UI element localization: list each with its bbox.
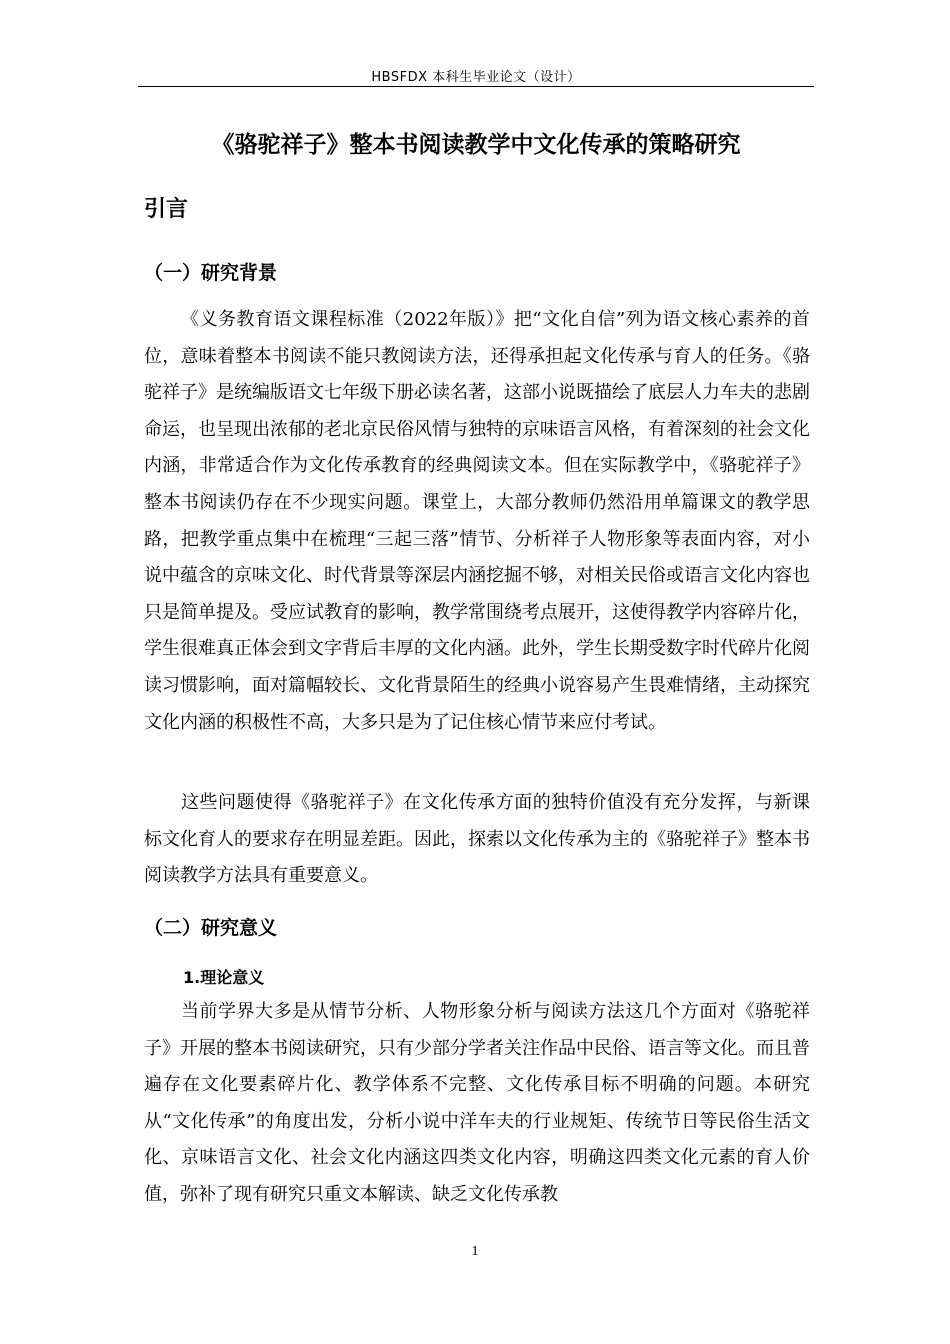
body-paragraph: 这些问题使得《骆驼祥子》在文化传承方面的独特价值没有充分发挥，与新课标文化育人的要求存在明显差距。因此，探索以文化传承为主的《骆驼祥子》整本书阅读教学方法具有重要意义。	[144, 792, 810, 887]
header-rule	[138, 86, 814, 87]
intro-heading: 引言	[144, 197, 189, 222]
subsection-heading-theory: 1.理论意义	[183, 968, 265, 987]
body-paragraph: 当前学界大多是从情节分析、人物形象分析与阅读方法这几个方面对《骆驼祥子》开展的整本书阅读研究，只有少部分学者关注作品中民俗、语言等文化。而且普遍存在文化要素碎片化、教学体系不完整、文化传承目标不明确的问题。本研究从“文化传承”的角度出发，分析小说中洋车夫的行业规矩、传统节日等民俗生活文化、京味语言文化、社会文化内涵这四类文化内容，明确这四类文化元素的育人价值，弥补了现有研究只重文本解读、缺乏文化传承教	[144, 1001, 810, 1205]
section-heading-background: （一）研究背景	[144, 262, 278, 284]
paper-title: 《骆驼祥子》整本书阅读教学中文化传承的策略研究	[211, 132, 741, 158]
section-heading-significance: （二）研究意义	[144, 917, 278, 939]
running-header: HBSFDX 本科生毕业论文（设计）	[371, 70, 581, 85]
page-number: 1	[471, 1244, 479, 1259]
body-paragraph: 《义务教育语文课程标准（2022年版）》把“文化自信”列为语文核心素养的首位，意味着整本书阅读不能只教阅读方法，还得承担起文化传承与育人的任务。《骆驼祥子》是统编版语文七年级下册必读名著，这部小说既描绘了底层人力车夫的悲剧命运，也呈现出浓郁的老北京民俗风情与独特的京味语言风格，有着深刻的社会文化内涵，非常适合作为文化传承教育的经典阅读文本。但在实际教学中，《骆驼祥子》整本书阅读仍存在不少现实问题。课堂上，大部分教师仍然沿用单篇课文的教学思路，把教学重点集中在梳理“三起三落”情节、分析祥子人物形象等表面内容，对小说中蕴含的京味文化、时代背景等深层内涵挖掘不够，对相关民俗或语言文化内容也只是简单提及。受应试教育的影响，教学常围绕考点展开，这使得教学内容碎片化，学生很难真正体会到文字背后丰厚的文化内涵。此外，学生长期受数字时代碎片化阅读习惯影响，面对篇幅较长、文化背景陌生的经典小说容易产生畏难情绪，主动探究文化内涵的积极性不高，大多只是为了记住核心情节来应付考试。	[144, 309, 810, 733]
